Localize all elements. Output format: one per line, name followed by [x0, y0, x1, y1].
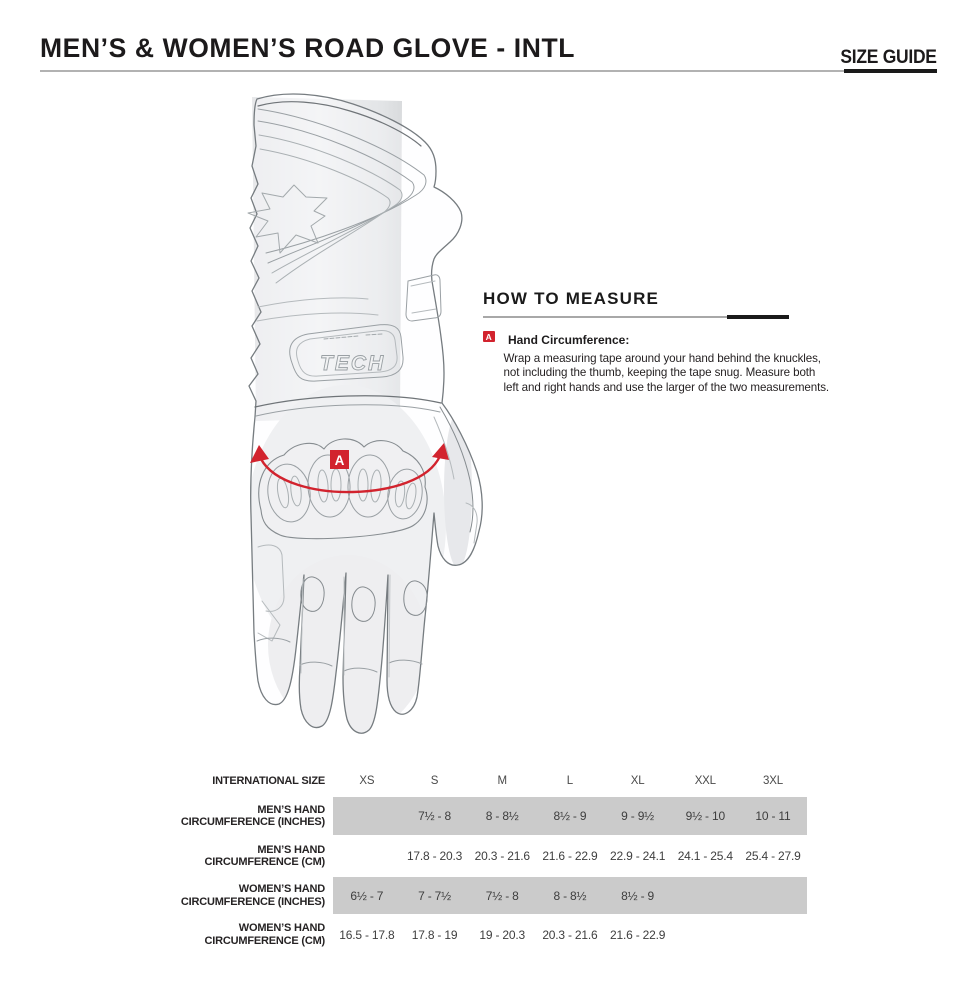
- size-column-header: S: [430, 775, 439, 787]
- table-row: [150, 877, 808, 914]
- marker-a-badge-small: A: [483, 331, 495, 343]
- size-value-cell: 9½ - 10: [671, 797, 739, 835]
- how-to-measure-divider: [483, 316, 789, 318]
- size-value-cell: 9 - 9½: [604, 797, 672, 835]
- size-guide-label: SIZE GUIDE: [840, 47, 937, 68]
- size-column-header: L: [566, 775, 573, 787]
- size-value-cell: [739, 914, 807, 955]
- table-row: [150, 835, 808, 877]
- measure-item-text: [503, 351, 830, 396]
- size-value-cell: 8½ - 9: [604, 877, 672, 914]
- size-value-cell: 7½ - 8: [468, 877, 536, 914]
- size-value-cell: 22.9 - 24.1: [610, 849, 666, 863]
- size-value-cell: 8 - 8½: [536, 877, 604, 914]
- size-value-cell: 17.8 - 20.3: [406, 849, 463, 863]
- size-value-cell: 7½ - 8: [401, 797, 469, 835]
- table-row: [150, 765, 808, 797]
- size-value-cell: [333, 797, 401, 835]
- size-value-cell: [333, 835, 401, 877]
- measure-line-1: Wrap a measuring tape around your hand behind the knuckles,: [503, 351, 821, 365]
- size-value-cell: [739, 877, 807, 914]
- size-value-cell: 6½ - 7: [333, 877, 401, 914]
- size-column-header: 3XL: [763, 775, 783, 787]
- size-value-cell: 10 - 11: [739, 797, 807, 835]
- tech-patch-label: TECH: [320, 352, 386, 375]
- header-divider-accent: [844, 69, 937, 73]
- measure-item: [483, 331, 830, 396]
- glove-outline: [249, 94, 482, 733]
- size-value-cell: 25.4 - 27.9: [745, 849, 801, 863]
- measure-line-3: left and right hands and use the larger of the two measurements.: [503, 380, 830, 394]
- table-row: [150, 914, 808, 955]
- header-divider: [40, 70, 937, 72]
- page-title: MEN’S & WOMEN’S ROAD GLOVE - INTL: [40, 33, 576, 63]
- size-value-cell: 17.8 - 19: [411, 927, 458, 942]
- size-value-cell: 8 - 8½: [468, 797, 536, 835]
- how-to-measure-heading: HOW TO MEASURE: [483, 289, 660, 308]
- size-value-cell: [671, 914, 739, 955]
- how-to-measure-divider-accent: [727, 315, 789, 319]
- size-value-cell: 8½ - 9: [536, 797, 604, 835]
- size-value-cell: 21.6 - 22.9: [610, 927, 666, 942]
- size-value-cell: [671, 877, 739, 914]
- marker-a-letter: A: [334, 453, 345, 468]
- size-column-header: XXL: [694, 775, 716, 787]
- table-label-header: INTERNATIONAL SIZE: [212, 774, 325, 787]
- size-value-cell: 16.5 - 17.8: [339, 927, 395, 942]
- size-column-header: XS: [359, 775, 375, 787]
- size-column-header: M: [497, 775, 507, 787]
- row-label: MEN’S HAND CIRCUMFERENCE (INCHES): [180, 803, 325, 828]
- size-value-cell: 20.3 - 21.6: [474, 849, 530, 863]
- size-value-cell: 21.6 - 22.9: [542, 849, 598, 863]
- row-label: WOMEN’S HAND CIRCUMFERENCE (CM): [204, 922, 325, 947]
- size-value-cell: 20.3 - 21.6: [542, 927, 598, 942]
- row-label: WOMEN’S HAND CIRCUMFERENCE (INCHES): [180, 883, 325, 908]
- measure-item-title: Hand Circumference:: [507, 332, 630, 347]
- table-row: [150, 797, 808, 835]
- size-value-cell: 19 - 20.3: [479, 927, 525, 942]
- size-table: [150, 765, 808, 955]
- size-value-cell: 24.1 - 25.4: [677, 849, 733, 863]
- glove-illustration: [228, 85, 500, 750]
- how-to-measure-section: [483, 289, 830, 395]
- measure-line-2: not including the thumb, keeping the tape snug. Measure both: [503, 366, 816, 380]
- row-label: MEN’S HAND CIRCUMFERENCE (CM): [204, 843, 325, 868]
- size-value-cell: 7 - 7½: [401, 877, 469, 914]
- size-column-header: XL: [630, 775, 645, 787]
